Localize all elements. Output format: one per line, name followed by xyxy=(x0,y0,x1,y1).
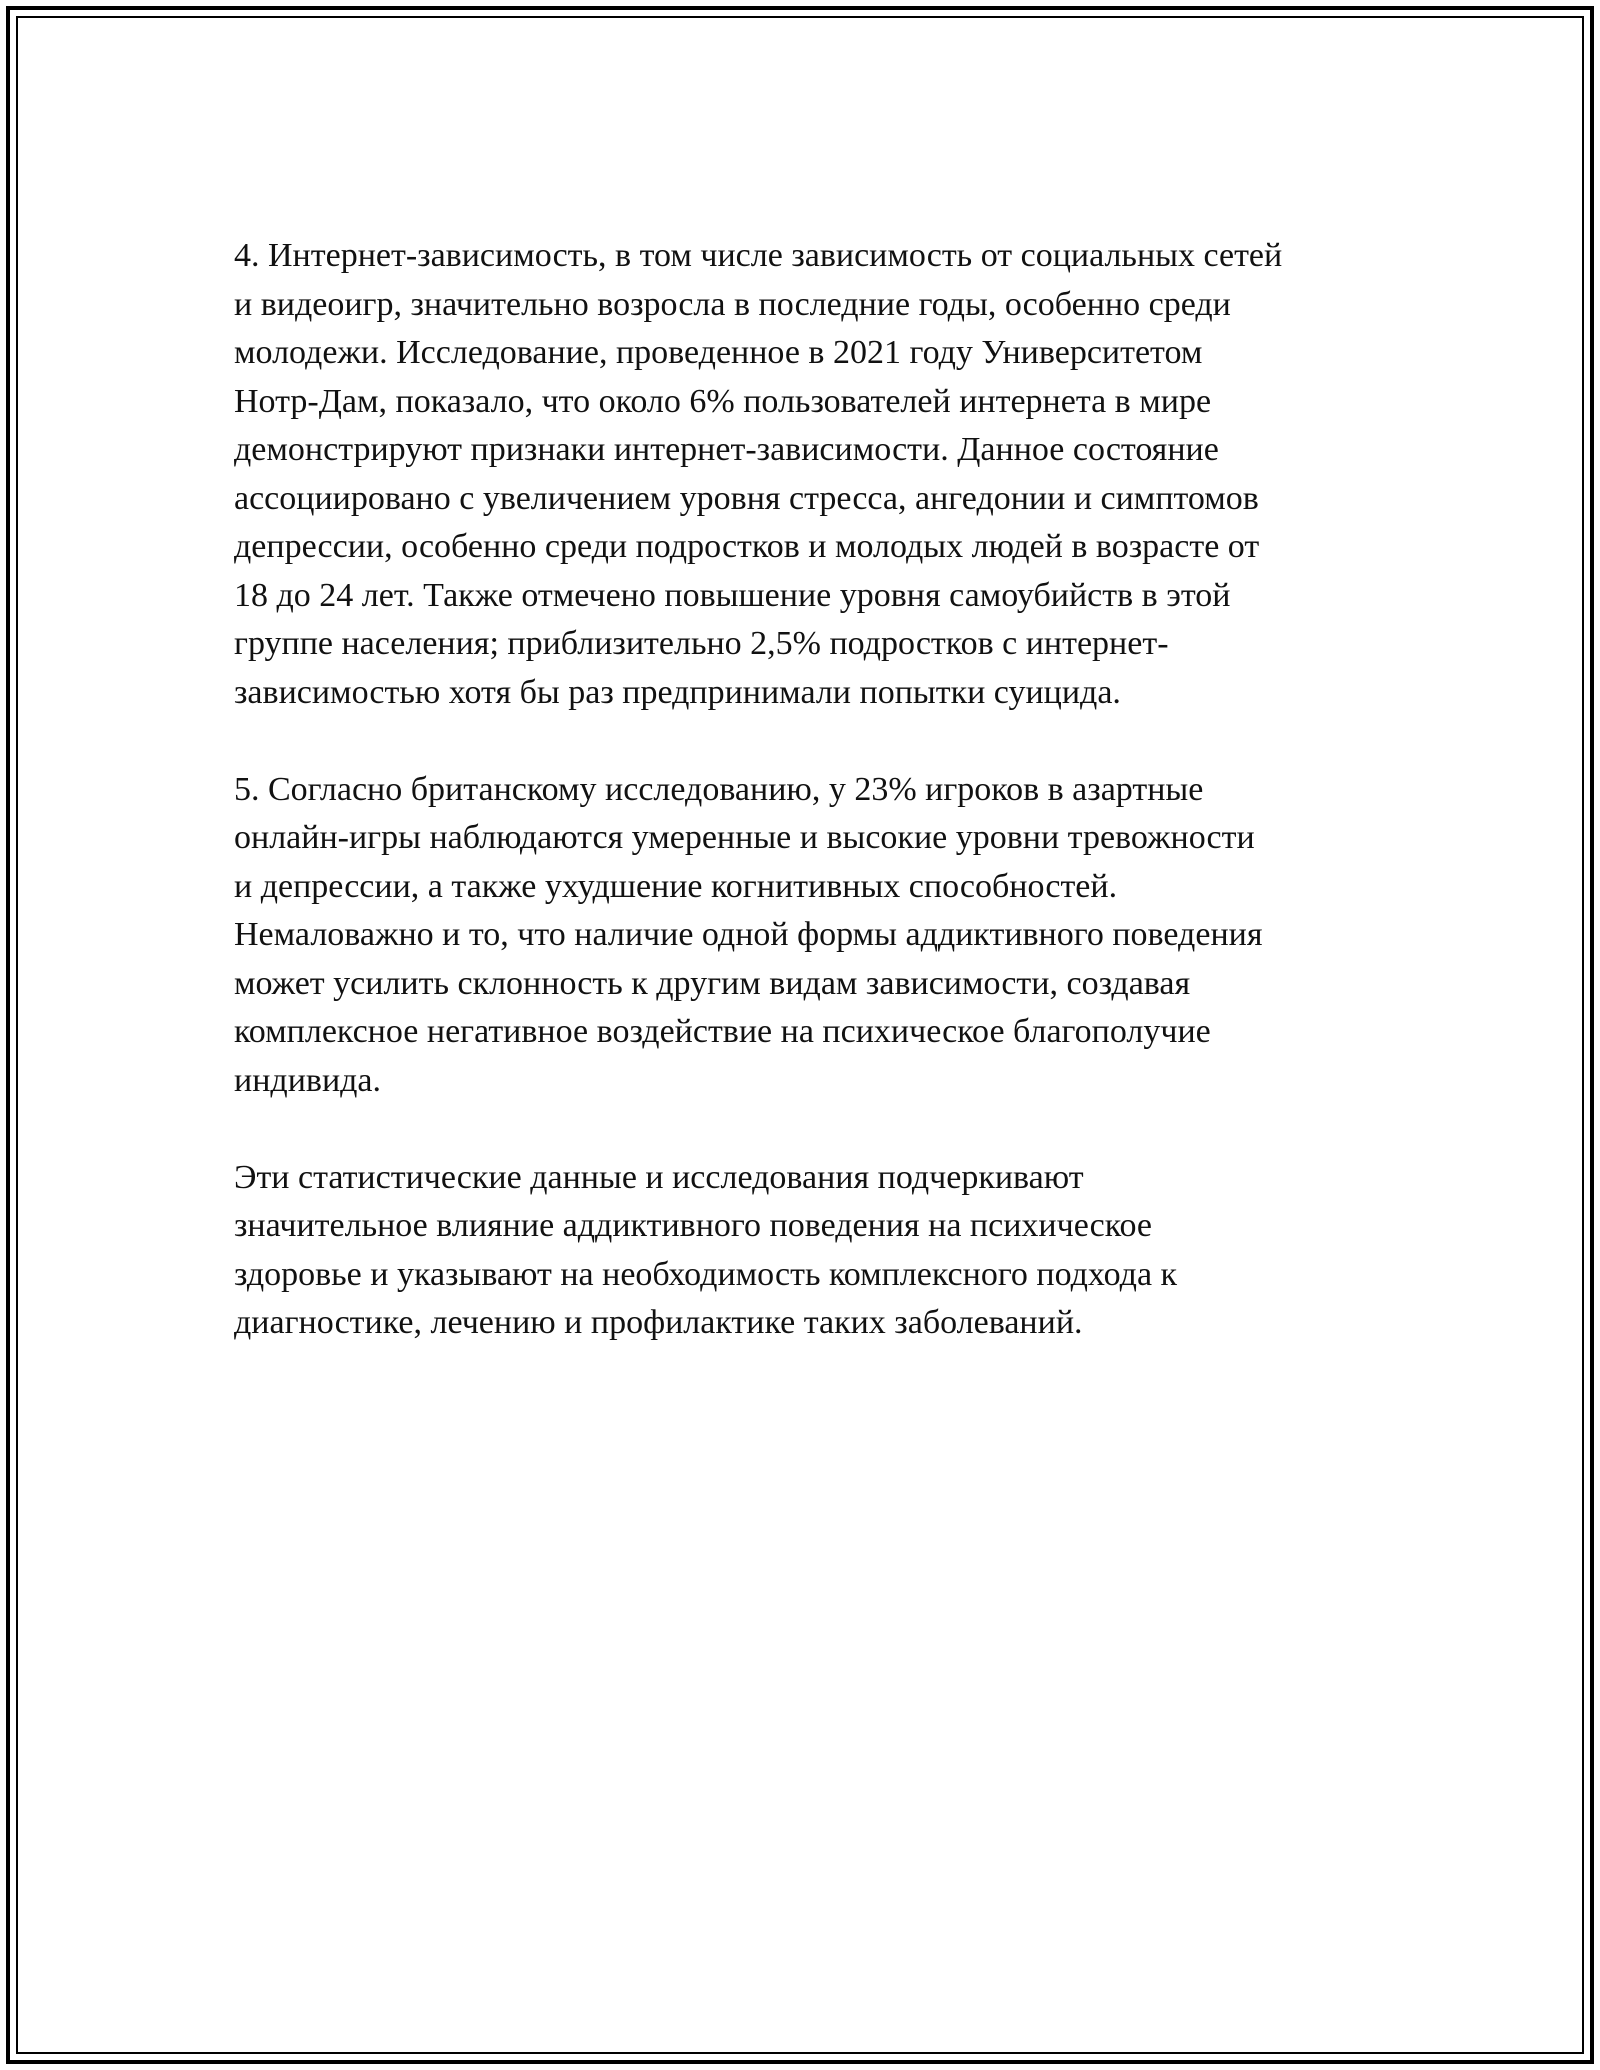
text-line: может усилить склонность к другим видам зависимости, создавая xyxy=(234,964,1191,1002)
text-line: значительное влияние аддиктивного поведения на психическое xyxy=(234,1207,1153,1244)
text-line: ассоциировано с увеличением уровня стресса, ангедонии и симптомов xyxy=(234,479,1259,517)
text-line: здоровье и указывают на необходимость комплексного подхода к xyxy=(234,1255,1178,1293)
text-line: Эти статистические данные и исследования подчеркивают xyxy=(234,1158,1084,1196)
text-line: комплексное негативное воздействие на психическое благополучие xyxy=(234,1013,1211,1050)
text-line: Нотр-Дам, показало, что около 6% пользователей интернета в мире xyxy=(234,382,1212,420)
text-line: молодежи. Исследование, проведенное в 2021 году Университетом xyxy=(234,334,1203,371)
paragraph-internet-addiction xyxy=(234,232,1374,717)
text-line: онлайн-игры наблюдаются умеренные и высокие уровни тревожности xyxy=(234,819,1255,856)
text-line: зависимостью хотя бы раз предпринимали попытки суицида. xyxy=(234,673,1121,711)
text-line: и депрессии, а также ухудшение когнитивных способностей. xyxy=(234,867,1118,905)
text-line: 5. Согласно британскому исследованию, у 23% игроков в азартные xyxy=(234,770,1204,808)
paragraph-conclusion xyxy=(234,1154,1374,1348)
text-line: 4. Интернет-зависимость, в том числе зависимость от социальных сетей xyxy=(234,237,1283,274)
document-body xyxy=(234,232,1374,1396)
paragraph-gambling-study xyxy=(234,766,1374,1106)
text-line: демонстрируют признаки интернет-зависимости. Данное состояние xyxy=(234,431,1219,468)
text-line: депрессии, особенно среди подростков и молодых людей в возрасте от xyxy=(234,528,1260,565)
text-line: 18 до 24 лет. Также отмечено повышение уровня самоубийств в этой xyxy=(234,576,1231,614)
text-line: группе населения; приблизительно 2,5% подростков с интернет- xyxy=(234,625,1169,662)
text-line: и видеоигр, значительно возросла в последние годы, особенно среди xyxy=(234,285,1231,323)
text-line: Немаловажно и то, что наличие одной формы аддиктивного поведения xyxy=(234,916,1263,953)
text-line: индивида. xyxy=(234,1061,382,1099)
text-line: диагностике, лечению и профилактике таких заболеваний. xyxy=(234,1304,1083,1341)
